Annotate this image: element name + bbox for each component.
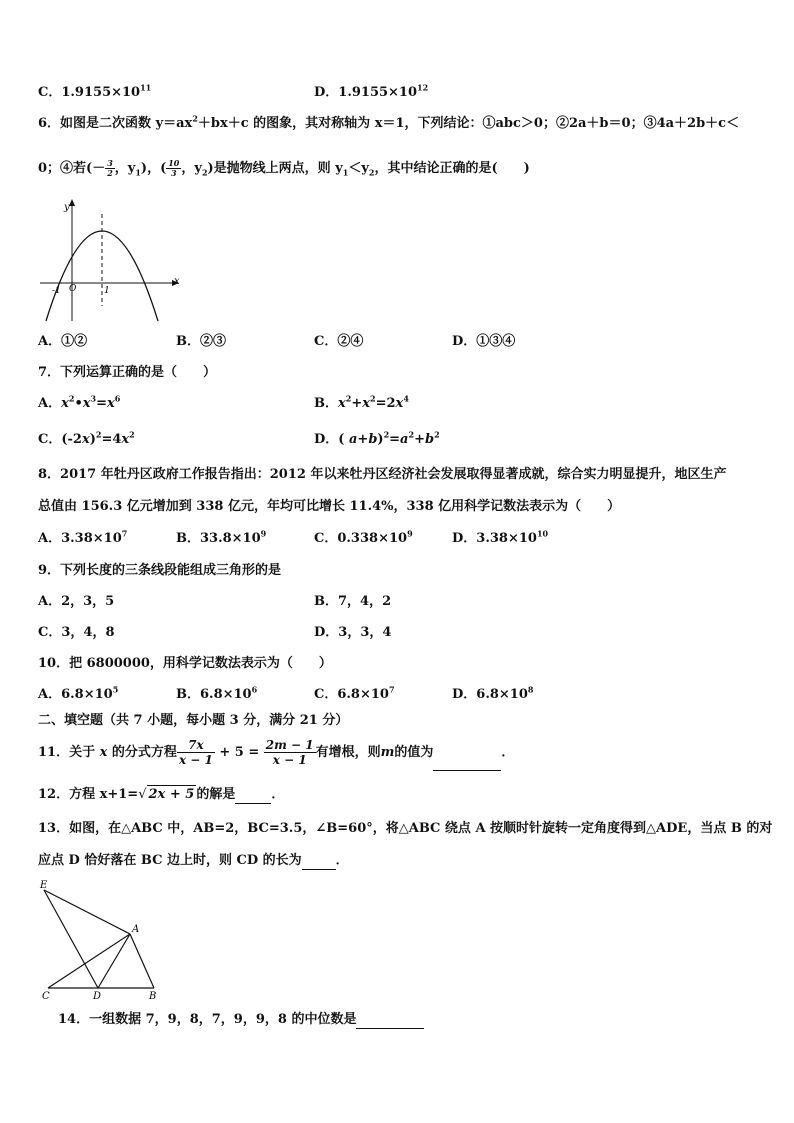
q6-text: )是抛物线上两点，则 y bbox=[207, 161, 343, 176]
neg-one-label: -1 bbox=[52, 286, 61, 296]
q6-option-a bbox=[38, 333, 87, 351]
q13-triangle-figure bbox=[36, 878, 166, 1002]
q13-text: 应点 D 恰好落在 BC 边上时，则 CD 的长为 bbox=[38, 853, 302, 868]
q9-option-a bbox=[38, 593, 114, 611]
label-a: A bbox=[132, 924, 140, 935]
numerator: 3 bbox=[107, 158, 113, 168]
option-value: 33.8×10 bbox=[200, 531, 261, 546]
option-value: 3，4，8 bbox=[61, 625, 115, 640]
q10-stem: 10．把 6800000，用科学记数法表示为（ ） bbox=[38, 656, 332, 671]
option-value: 2，3，5 bbox=[61, 594, 115, 609]
q8-stem-line2: 总值由 156.3 亿元增加到 338 亿元，年均可比增长 11.4%，338 亿用科学记数法表示为（ ） bbox=[38, 499, 621, 514]
option-label: A． bbox=[38, 396, 62, 411]
q8-option-a bbox=[38, 530, 127, 548]
one-label: 1 bbox=[104, 286, 110, 296]
label-c: C bbox=[42, 991, 50, 1002]
option-value: 6.8×10 bbox=[61, 687, 113, 702]
x-axis-label: x bbox=[174, 276, 180, 287]
option-label: D． bbox=[452, 531, 477, 546]
q6-text: 6．如图是二次函数 y＝ax bbox=[38, 116, 193, 131]
q6-sub: 2 bbox=[201, 167, 208, 178]
q8-option-c bbox=[314, 530, 413, 548]
line-ab bbox=[130, 934, 154, 988]
option-label: B． bbox=[314, 594, 338, 609]
label-b: B bbox=[149, 991, 157, 1002]
option-exponent: 9 bbox=[407, 528, 413, 539]
q6-parabola-graph bbox=[36, 196, 186, 326]
q9-option-b bbox=[314, 593, 391, 611]
answer-blank[interactable] bbox=[235, 789, 271, 804]
q8-stem-line1: 8．2017 年牡丹区政府工作报告指出：2012 年以来牡丹区经济社会发展取得显著成就，综合实力明显提升，地区生产 bbox=[38, 467, 727, 482]
option-value: 3，3，4 bbox=[338, 625, 392, 640]
q6-text: ，y bbox=[114, 161, 136, 176]
q6-text: 0；④若(－ bbox=[38, 161, 106, 176]
q6-sub: 2 bbox=[368, 167, 375, 178]
line-ca bbox=[48, 934, 130, 988]
option-label: B． bbox=[314, 396, 338, 411]
option-label: B． bbox=[176, 687, 200, 702]
q7-stem: 7．下列运算正确的是（ ） bbox=[38, 365, 217, 380]
answer-blank[interactable] bbox=[356, 1014, 424, 1029]
option-value: ②③ bbox=[200, 334, 227, 349]
q6-text: )，( bbox=[140, 161, 167, 176]
q13-stem-line1: 13．如图，在△ABC 中，AB=2，BC=3.5，∠B=60°，将△ABC 绕点 A 按顺时针旋转一定角度得到△ADE，当点 B 的对 bbox=[38, 821, 773, 836]
option-label: D． bbox=[314, 85, 339, 100]
line-ea bbox=[44, 890, 130, 934]
option-value: 0.338×10 bbox=[337, 531, 408, 546]
q11-text: 有增根，则 bbox=[315, 745, 381, 760]
option-label: C． bbox=[38, 625, 62, 640]
q12-stem: 12．方程 x+1=√ 2x + 5 的解是 ． bbox=[38, 787, 285, 802]
option-label: B． bbox=[176, 334, 200, 349]
option-label: D． bbox=[452, 687, 477, 702]
option-value: 1.9155×10 bbox=[61, 85, 141, 100]
q6-option-c bbox=[314, 333, 363, 351]
option-value: 6.8×10 bbox=[337, 687, 389, 702]
denominator: 2 bbox=[107, 168, 113, 178]
answer-blank[interactable] bbox=[433, 756, 501, 771]
option-value: 1.9155×10 bbox=[338, 85, 418, 100]
option-exponent: 7 bbox=[121, 528, 128, 539]
option-label: A． bbox=[38, 531, 62, 546]
q6-stem-line1 bbox=[38, 115, 739, 133]
option-label: B． bbox=[176, 531, 200, 546]
section-heading: 二、填空题（共 7 小题，每小题 3 分，满分 21 分） bbox=[38, 713, 349, 728]
q11-stem: 11．关于 x 的分式方程 $\frac{7x}{x - 1}$ + 5 = $\frac{2m - 1}{x - 1}$ 有增根，则m的值为 ． bbox=[38, 735, 514, 771]
q6-stem-line2 bbox=[38, 157, 530, 181]
option-exponent: 12 bbox=[417, 82, 429, 93]
answer-blank[interactable] bbox=[302, 855, 336, 870]
q6-option-d bbox=[452, 333, 515, 351]
q6-sub: 1 bbox=[342, 167, 349, 178]
fraction bbox=[166, 159, 181, 178]
option-value: 3.38×10 bbox=[61, 531, 122, 546]
option-exponent: 11 bbox=[140, 82, 152, 93]
option-value: 6.8×10 bbox=[200, 687, 252, 702]
label-d: D bbox=[93, 991, 102, 1002]
q12-text: 12．方程 x+1= bbox=[38, 787, 139, 802]
q6-sub: 1 bbox=[135, 167, 141, 178]
denominator: 3 bbox=[171, 168, 177, 178]
option-label: A． bbox=[38, 594, 62, 609]
option-exponent: 9 bbox=[260, 528, 267, 539]
option-label: D． bbox=[314, 625, 339, 640]
line-da bbox=[98, 934, 130, 988]
q10-option-d bbox=[452, 686, 533, 704]
option-label: A． bbox=[38, 334, 62, 349]
option-label: A． bbox=[38, 687, 62, 702]
q11-text: 的分式方程 bbox=[111, 745, 177, 760]
q5-option-d bbox=[314, 84, 428, 102]
option-value: ②④ bbox=[337, 334, 364, 349]
option-label: D． bbox=[452, 334, 477, 349]
q8-option-d bbox=[452, 530, 548, 548]
q6-text: ＋bx＋c 的图象，其对称轴为 x＝1，下列结论：①abc＞0；②2a＋b＝0；③4a＋2b＋c＜ bbox=[197, 116, 740, 131]
origin-label: O bbox=[69, 284, 77, 294]
option-label: C． bbox=[314, 687, 338, 702]
q11-text: 11．关于 bbox=[38, 745, 96, 760]
q7-option-b: B．$x^2+x^2=2x^4$ bbox=[314, 393, 409, 411]
q14-stem bbox=[58, 1011, 424, 1029]
q8-option-b bbox=[176, 530, 266, 548]
option-value: ①③④ bbox=[476, 334, 516, 349]
q9-option-d bbox=[314, 624, 391, 642]
q11-text: 的值为 bbox=[394, 745, 434, 760]
y-axis-arrow bbox=[69, 199, 75, 206]
fraction: $\frac{2m - 1}{x - 1}$ bbox=[265, 738, 314, 767]
q10-option-b bbox=[176, 686, 257, 704]
option-label: C． bbox=[38, 432, 62, 447]
option-value: 7，4，2 bbox=[338, 594, 392, 609]
q7-option-d: D．( $a+b)^2=a^2+b^2$ bbox=[314, 429, 440, 447]
q7-option-c: C．$(-2x)^2=4x^2$ bbox=[38, 429, 135, 447]
option-value: ①② bbox=[61, 334, 88, 349]
label-e: E bbox=[40, 880, 48, 891]
fraction bbox=[105, 159, 115, 178]
q9-stem: 9．下列长度的三条线段能组成三角形的是 bbox=[38, 563, 282, 578]
option-value: 3.38×10 bbox=[476, 531, 537, 546]
q6-text: ＜y bbox=[348, 161, 369, 176]
q14-text: 14．一组数据 7，9，8，7，9，9，8 的中位数是 bbox=[58, 1012, 357, 1027]
option-label: C． bbox=[314, 334, 338, 349]
q12-text: 的解是 bbox=[196, 787, 236, 802]
option-label: D． bbox=[314, 432, 339, 447]
q6-option-b bbox=[176, 333, 226, 351]
option-value: 6.8×10 bbox=[476, 687, 528, 702]
option-exponent: 7 bbox=[388, 684, 395, 695]
fraction: $\frac{7x}{x - 1}$ bbox=[178, 738, 213, 767]
q6-text: ，y bbox=[181, 161, 202, 176]
q7-option-a: A．$x^2•x^3=x^6$ bbox=[38, 393, 121, 411]
q13-stem-line2: 应点 D 恰好落在 BC 边上时，则 CD 的长为 ． bbox=[38, 853, 349, 868]
q6-sup: 2 bbox=[192, 113, 198, 124]
option-exponent: 10 bbox=[536, 528, 549, 539]
numerator: 10 bbox=[168, 158, 180, 168]
q9-option-c bbox=[38, 624, 115, 642]
q10-option-c bbox=[314, 686, 395, 704]
option-label: C． bbox=[38, 85, 62, 100]
y-axis-label: y bbox=[64, 202, 70, 213]
option-exponent: 6 bbox=[251, 684, 258, 695]
q6-text: ，其中结论正确的是( ) bbox=[374, 161, 530, 176]
option-exponent: 8 bbox=[527, 684, 534, 695]
option-exponent: 5 bbox=[112, 684, 119, 695]
q5-option-c bbox=[38, 84, 151, 102]
q10-option-a bbox=[38, 686, 118, 704]
option-label: C． bbox=[314, 531, 338, 546]
